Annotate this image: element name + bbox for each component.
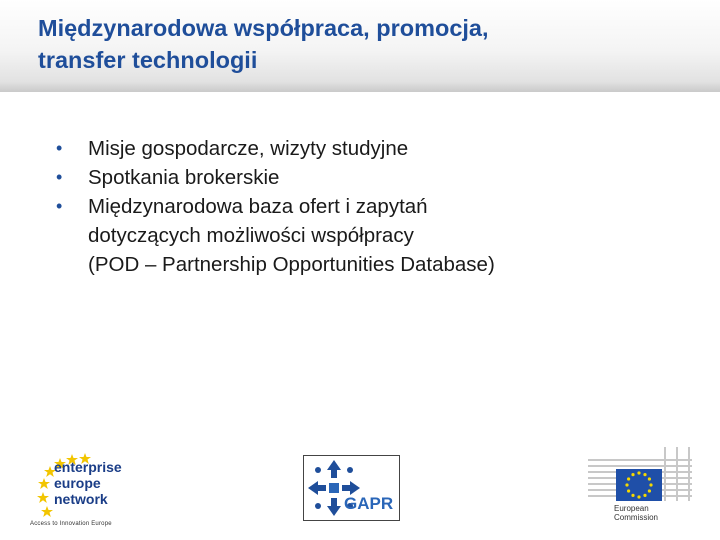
een-caption: Access to Innovation Europe <box>30 521 112 527</box>
bullet-list <box>56 134 676 279</box>
een-logo-text <box>54 459 122 507</box>
bullet-item <box>56 134 676 163</box>
gapr-logo <box>303 455 400 521</box>
ec-logo-text <box>614 504 658 522</box>
bullet-icon: • <box>56 167 63 187</box>
een-logo-line: enterprise <box>54 459 122 475</box>
een-logo-line: europe <box>54 475 101 491</box>
bullet-text: Międzynarodowa baza ofert i zapytań <box>88 195 428 218</box>
bullet-item <box>56 163 676 192</box>
bullet-item <box>56 192 676 279</box>
slide-title <box>38 12 678 76</box>
ec-logo-line: European <box>614 504 649 513</box>
bullet-text: (POD – Partnership Opportunities Database) <box>88 253 495 276</box>
slide-title-line-2: transfer technologii <box>38 47 258 73</box>
slide-title-line-1: Międzynarodowa współpraca, promocja, <box>38 15 489 41</box>
gapr-logo-text: GAPR <box>344 494 394 513</box>
ec-logo-line: Commission <box>614 513 659 522</box>
bullet-text: Misje gospodarcze, wizyty studyjne <box>88 137 409 160</box>
bullet-icon: • <box>56 138 63 158</box>
bullet-text: dotyczących możliwości współpracy <box>88 224 414 247</box>
bullet-icon: • <box>56 196 63 216</box>
bullet-text: Spotkania brokerskie <box>88 166 280 189</box>
een-logo-line: network <box>54 491 108 507</box>
